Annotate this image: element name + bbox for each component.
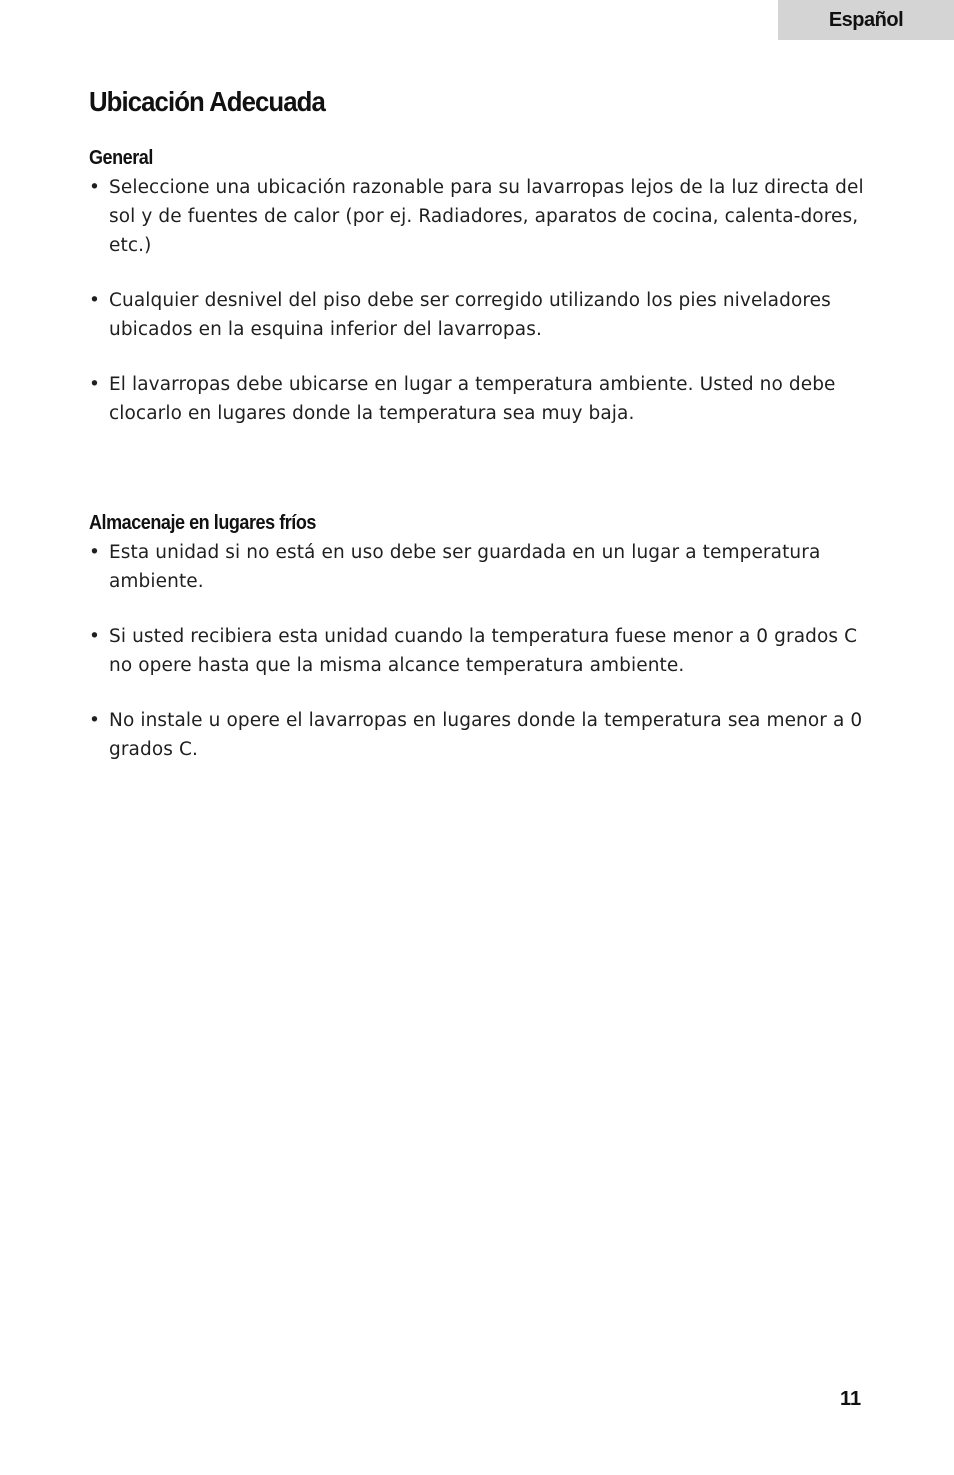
- list-item-text: Si usted recibiera esta unidad cuando la temperatura fuese menor a 0 grados C no opere hasta que la misma alcance temperatura ambiente.: [109, 626, 858, 676]
- section-heading-cold-storage: Almacenaje en lugares fríos: [89, 512, 316, 534]
- list-item: [89, 173, 869, 260]
- list-item-text: No instale u opere el lavarropas en lugares donde la temperatura sea menor a 0 grados C.: [109, 710, 863, 760]
- bullet-list-general: [89, 173, 869, 428]
- list-item-text: Seleccione una ubicación razonable para su lavarropas lejos de la luz directa del sol y de fuentes de calor (por ej. Radiadores, aparatos de cocina, calenta-dores, etc.): [109, 177, 864, 256]
- list-item-text: El lavarropas debe ubicarse en lugar a temperatura ambiente. Usted no debe clocarlo en lugares donde la temperatura sea muy baja.: [109, 374, 836, 424]
- bullet-icon: •: [89, 374, 101, 395]
- section-heading-general: General: [89, 147, 153, 169]
- list-item-text: Cualquier desnivel del piso debe ser corregido utilizando los pies niveladores ubicados en la esquina inferior del lavarropas.: [109, 290, 831, 340]
- list-item-text: Esta unidad si no está en uso debe ser guardada en un lugar a temperatura ambiente.: [109, 542, 821, 592]
- bullet-list-cold-storage: [89, 538, 869, 764]
- list-item: [89, 706, 869, 764]
- list-item: [89, 370, 869, 428]
- bullet-icon: •: [89, 290, 101, 311]
- list-item: [89, 538, 869, 596]
- section-cold-storage: [89, 508, 869, 764]
- list-item: [89, 286, 869, 344]
- bullet-icon: •: [89, 710, 101, 731]
- language-tab: Español: [778, 0, 954, 40]
- bullet-icon: •: [89, 177, 101, 198]
- page-title: Ubicación Adecuada: [89, 86, 325, 117]
- page-number: 11: [840, 1388, 862, 1410]
- bullet-icon: •: [89, 626, 101, 647]
- section-general: [89, 143, 869, 428]
- bullet-icon: •: [89, 542, 101, 563]
- list-item: [89, 622, 869, 680]
